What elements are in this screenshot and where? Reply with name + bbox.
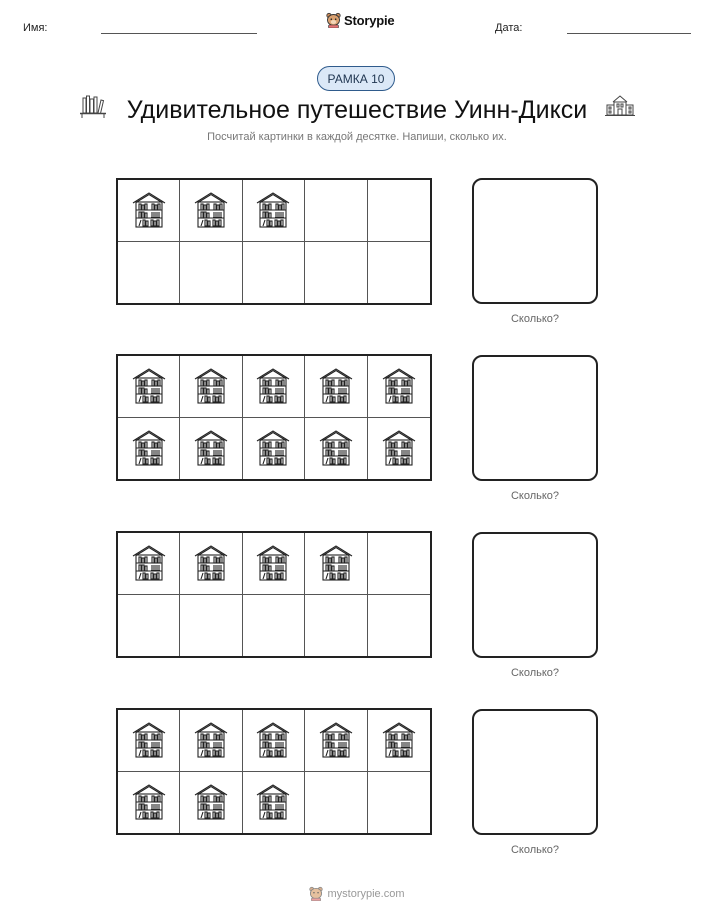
frame-cell xyxy=(118,180,180,242)
frame-cell xyxy=(118,533,180,595)
frame-cell xyxy=(180,595,242,657)
bear-mascot-icon xyxy=(326,12,341,28)
name-label: Имя: xyxy=(23,22,48,34)
frame-cell xyxy=(368,418,430,480)
library-house-icon xyxy=(381,367,417,405)
library-house-icon xyxy=(193,783,229,821)
frame-cell xyxy=(305,418,367,480)
library-house-icon xyxy=(255,191,291,229)
bear-mascot-icon xyxy=(309,886,323,901)
page-title: Удивительное путешествие Уинн-Дикси xyxy=(126,96,588,124)
question-label-3: Сколько? xyxy=(510,667,560,679)
library-house-icon xyxy=(255,429,291,467)
library-house-icon xyxy=(318,721,354,759)
ten-frame-3 xyxy=(116,531,432,658)
library-house-icon xyxy=(381,429,417,467)
frame-cell xyxy=(243,710,305,772)
library-house-icon xyxy=(255,721,291,759)
library-house-icon xyxy=(131,544,167,582)
frame-cell xyxy=(180,180,242,242)
footer-url: mystorypie.com xyxy=(327,887,405,900)
frame-cell xyxy=(243,533,305,595)
library-house-icon xyxy=(255,367,291,405)
answer-box-2[interactable] xyxy=(472,355,598,481)
frame-cell xyxy=(243,180,305,242)
frame-cell xyxy=(243,772,305,834)
frame-cell xyxy=(118,595,180,657)
frame-cell xyxy=(180,242,242,304)
answer-box-3[interactable] xyxy=(472,532,598,658)
frame-cell xyxy=(180,418,242,480)
frame-cell xyxy=(118,710,180,772)
ten-frame-2 xyxy=(116,354,432,481)
answer-box-1[interactable] xyxy=(472,178,598,304)
question-label-2: Сколько? xyxy=(510,490,560,502)
ten-frame-4 xyxy=(116,708,432,835)
library-house-icon xyxy=(193,367,229,405)
library-house-icon xyxy=(131,367,167,405)
ten-frame-grid xyxy=(118,710,430,833)
frame-cell xyxy=(305,242,367,304)
frame-cell xyxy=(243,356,305,418)
frame-cell xyxy=(118,418,180,480)
ten-frame-grid xyxy=(118,180,430,303)
ten-frame-grid xyxy=(118,356,430,479)
library-house-icon xyxy=(255,544,291,582)
question-label-1: Сколько? xyxy=(510,313,560,325)
library-house-icon xyxy=(131,429,167,467)
date-field[interactable] xyxy=(567,33,691,34)
frame-cell xyxy=(180,356,242,418)
frame-cell xyxy=(368,710,430,772)
name-field[interactable] xyxy=(101,33,257,34)
frame-cell xyxy=(180,533,242,595)
frame-cell xyxy=(305,180,367,242)
frame-cell xyxy=(305,356,367,418)
frame-cell xyxy=(305,710,367,772)
frame-cell xyxy=(180,772,242,834)
frame-cell xyxy=(368,772,430,834)
ten-frame-grid xyxy=(118,533,430,656)
library-house-icon xyxy=(131,191,167,229)
frame-cell xyxy=(305,595,367,657)
frame-cell xyxy=(368,242,430,304)
ten-frame-1 xyxy=(116,178,432,305)
library-house-icon xyxy=(131,721,167,759)
library-house-icon xyxy=(318,429,354,467)
frame-cell xyxy=(243,595,305,657)
library-house-icon xyxy=(381,721,417,759)
library-house-icon xyxy=(318,367,354,405)
library-house-icon xyxy=(193,544,229,582)
brand-logo xyxy=(326,12,394,28)
library-house-icon xyxy=(318,544,354,582)
frame-cell xyxy=(368,356,430,418)
building-icon xyxy=(605,94,635,118)
library-house-icon xyxy=(193,191,229,229)
question-label-4: Сколько? xyxy=(510,844,560,856)
frame-cell xyxy=(243,418,305,480)
frame-cell xyxy=(368,595,430,657)
frame-cell xyxy=(368,533,430,595)
frame-cell xyxy=(180,710,242,772)
library-house-icon xyxy=(131,783,167,821)
frame-cell xyxy=(118,356,180,418)
footer xyxy=(0,886,714,901)
library-house-icon xyxy=(193,429,229,467)
date-label: Дата: xyxy=(495,22,523,34)
library-house-icon xyxy=(193,721,229,759)
answer-box-4[interactable] xyxy=(472,709,598,835)
frame-badge: РАМКА 10 xyxy=(317,66,395,91)
frame-cell xyxy=(243,242,305,304)
instructions: Посчитай картинки в каждой десятке. Напиши, сколько их. xyxy=(207,131,507,143)
library-house-icon xyxy=(255,783,291,821)
frame-cell xyxy=(305,772,367,834)
frame-cell xyxy=(118,772,180,834)
frame-cell xyxy=(118,242,180,304)
frame-cell xyxy=(368,180,430,242)
frame-cell xyxy=(305,533,367,595)
brand-name: Storypie xyxy=(344,12,395,28)
